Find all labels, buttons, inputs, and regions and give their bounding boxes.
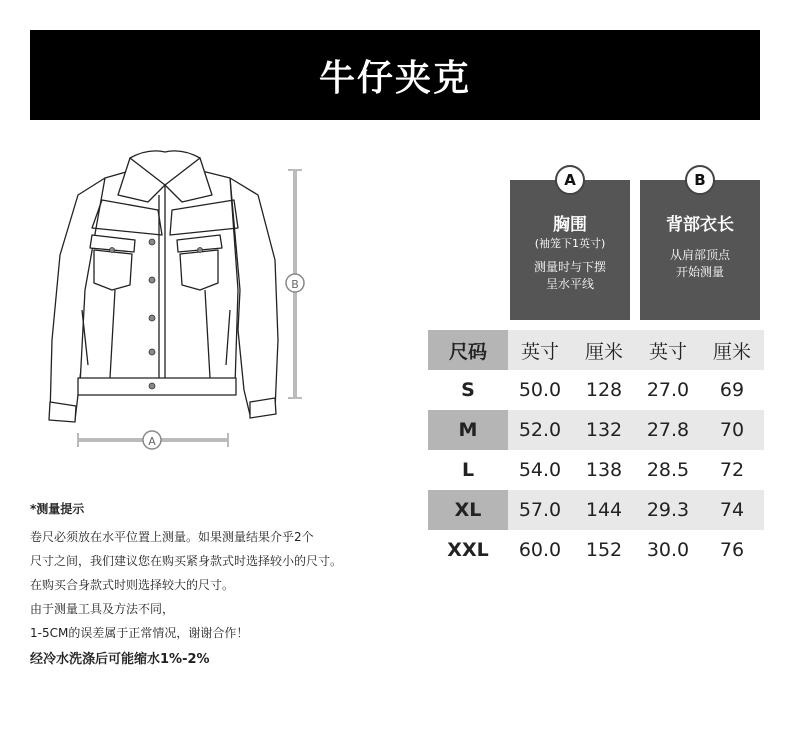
chest-inch: 57.0 (518, 499, 562, 521)
chest-desc-line: 测量时与下摆 (533, 260, 606, 274)
length-inch: 28.5 (646, 459, 690, 481)
marker-b-label: B (291, 278, 299, 291)
measure-b-line (286, 170, 304, 398)
back-desc-line: 开始测量 (675, 265, 724, 279)
size-table (428, 330, 764, 570)
length-inch: 27.8 (646, 419, 690, 441)
chest-description (510, 259, 630, 293)
chest-cm: 128 (585, 379, 623, 401)
measurement-notes (30, 500, 410, 667)
header-size: 尺码 (428, 330, 508, 370)
measure-a-line (78, 431, 228, 449)
chest-inch: 52.0 (518, 419, 562, 441)
chest-desc-line: 呈水平线 (545, 277, 594, 291)
length-cm: 74 (719, 499, 745, 521)
badge-a: A (555, 165, 585, 195)
marker-a-label: A (148, 435, 156, 448)
size-label: XL (428, 490, 508, 530)
right-cuff (250, 398, 276, 418)
header-cm: 厘米 (712, 340, 751, 363)
header-inch: 英寸 (520, 340, 559, 363)
length-cm: 76 (719, 539, 745, 561)
notes-line: 尺寸之间，我们建议您在购买紧身款式时选择较小的尺寸。 (30, 554, 343, 568)
left-cuff (49, 402, 76, 422)
size-label: M (428, 410, 508, 450)
size-label: XXL (447, 539, 489, 561)
chest-card (510, 171, 630, 320)
header-inch: 英寸 (648, 340, 687, 363)
page-title: 牛仔夹克 (318, 57, 471, 99)
notes-line: 在购买合身款式时则选择较大的尺寸。 (30, 578, 235, 592)
notes-line: 卷尺必须放在水平位置上测量。如果测量结果介乎2个 (30, 530, 314, 544)
table-row (428, 530, 764, 570)
chest-inch: 60.0 (518, 539, 562, 561)
table-row (428, 370, 764, 410)
table-row (428, 490, 764, 530)
jacket-diagram (30, 140, 330, 460)
table-row (428, 450, 764, 490)
title-banner (30, 30, 760, 120)
chest-inch: 54.0 (518, 459, 562, 481)
table-row (428, 410, 764, 450)
size-label: S (461, 379, 475, 401)
back-desc-line: 从肩部顶点 (669, 248, 730, 262)
length-cm: 72 (719, 459, 745, 481)
chest-cm: 152 (585, 539, 623, 561)
chest-cm: 132 (585, 419, 623, 441)
back-length-card (640, 171, 760, 320)
table-header-row (428, 330, 764, 370)
badge-b: B (685, 165, 715, 195)
waistband (78, 378, 236, 395)
notes-line: 1-5CM的误差属于正常情况，谢谢合作！ (30, 626, 249, 640)
chest-cm: 138 (585, 459, 623, 481)
chest-cm: 144 (585, 499, 623, 521)
shrink-warning: 经冷水洗涤后可能缩水1%-2% (30, 652, 210, 667)
back-length-title: 背部衣长 (666, 215, 734, 235)
size-label: L (461, 459, 475, 481)
length-inch: 27.0 (646, 379, 690, 401)
chest-inch: 50.0 (518, 379, 562, 401)
length-inch: 30.0 (646, 539, 690, 561)
chest-title: 胸围 (553, 215, 587, 235)
chest-subtitle: (袖笼下1英寸) (534, 237, 606, 250)
length-cm: 70 (719, 419, 745, 441)
back-length-description (640, 247, 760, 281)
length-inch: 29.3 (646, 499, 690, 521)
length-cm: 69 (719, 379, 745, 401)
header-cm: 厘米 (584, 340, 623, 363)
notes-line: 由于测量工具及方法不同， (30, 602, 175, 616)
notes-heading: *测量提示 (30, 502, 85, 516)
